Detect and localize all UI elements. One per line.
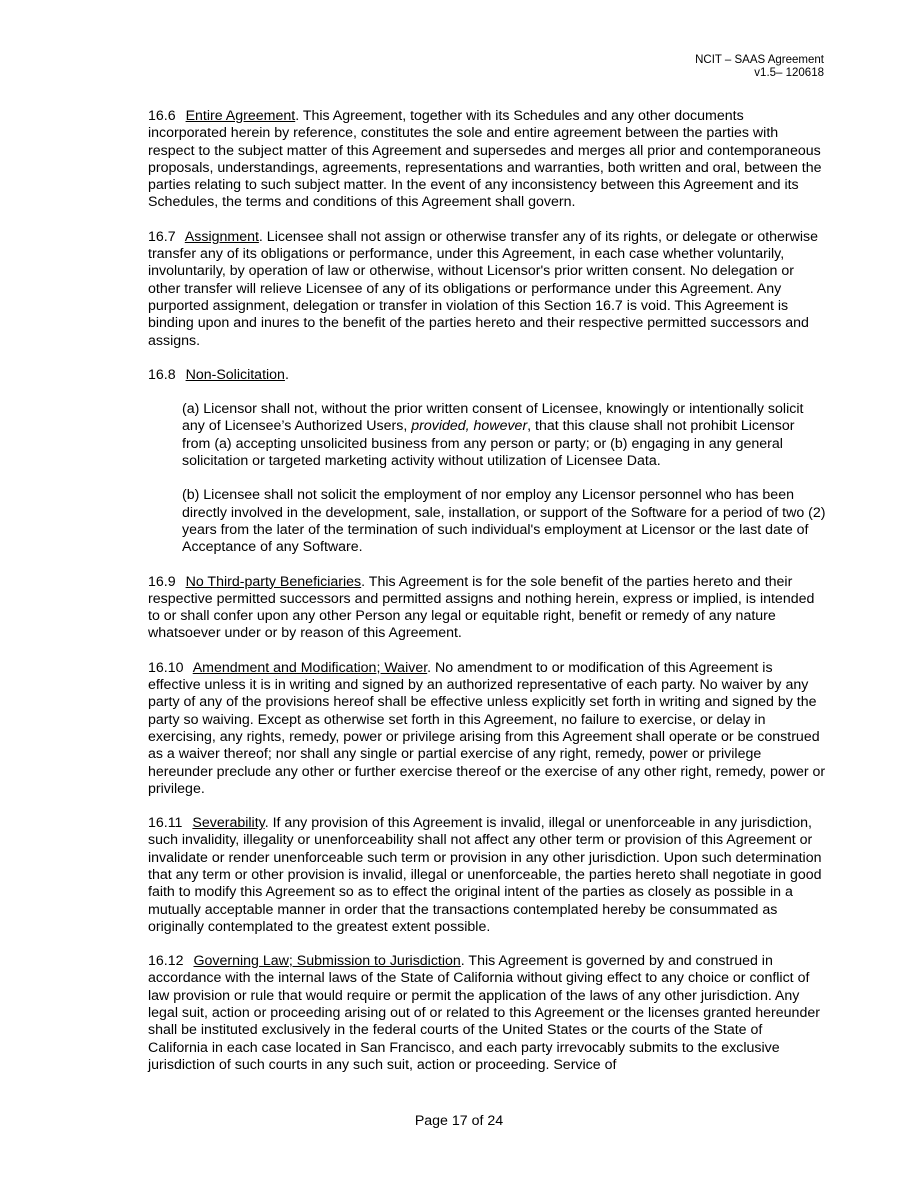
clause-a-text: (a) Licensor shall not, without the prior written consent of Licensee, knowingly or intentionally solicit any of Licensee’s Authorized Users, — [182, 401, 804, 435]
section-title: Assignment — [184, 228, 259, 245]
section-text: . — [284, 366, 289, 383]
section-text: . No amendment to or modification of this Agreement is effective unless it is in writing and signed by an authorized representative of each party. No waiver by any party of any of the provisions hereof shall be effective unless explicitly set forth in writing and signed by the party so waiving. Except as otherwise set forth in this Agreement, no failure to exercise, or delay in exercising, any rights, remedy, power or privilege arising from this Agreement shall operate or be construed as a waiver thereof; nor shall any single or partial exercise of any right, remedy, power or privilege hereunder preclude any other or further exercise thereof or the exercise of any other right, remedy, power or privilege. — [148, 659, 826, 797]
header-title: NCIT – SAAS Agreement — [695, 54, 824, 66]
section-title: Non-Solicitation — [185, 366, 285, 383]
section-text: . This Agreement, together with its Schedules and any other documents incorporated herein by reference, constitutes the sole and entire agreement between the parties with respect to the subject matter of this Agreement and supersedes and merges all prior and contemporaneous proposals, understandings, agreements, representations and warranties, both written and oral, between the parties relating to such subject matter. In the event of any inconsistency between this Agreement and its Schedules, the terms and conditions of this Agreement shall govern. — [148, 108, 822, 211]
section-title: Entire Agreement — [185, 108, 296, 124]
section-16-9 — [148, 574, 826, 643]
header-version: v1.5– 120618 — [754, 67, 824, 79]
clause-a-text-continued: , that this clause shall not prohibit Licensor from (a) accepting unsolicited business from any person or party; or (b) engaging in any general solicitation or targeted marketing activity without utilization of Licensee Data. — [182, 418, 795, 470]
section-number: 16.12 — [148, 953, 184, 970]
section-16-8 — [148, 367, 826, 384]
section-16-11 — [148, 815, 826, 936]
section-number: 16.8 — [148, 366, 176, 383]
section-number: 16.9 — [148, 573, 176, 590]
section-text: . This Agreement is governed by and construed in accordance with the internal laws of the State of California without giving effect to any choice or conflict of law provision or rule that would require or permit the application of the laws of any other jurisdiction. Any legal suit, action or proceeding arising out of or related to this Agreement or the licenses granted hereunder shall be instituted exclusively in the federal courts of the United States or the courts of the State of California in each case located in San Francisco, and each party irrevocably submits to the exclusive jurisdiction of such courts in any such suit, action or proceeding. Service of — [148, 953, 820, 1073]
section-number: 16.11 — [148, 815, 183, 832]
section-16-12 — [148, 953, 826, 1074]
page-number: Page 17 of 24 — [414, 1113, 504, 1129]
section-16-8-a — [182, 401, 826, 470]
document-header — [695, 54, 824, 80]
section-16-8-b — [182, 487, 826, 556]
section-number: 16.6 — [148, 108, 176, 124]
section-16-6 — [148, 108, 826, 212]
section-number: 16.10 — [148, 659, 184, 676]
section-title: Governing Law; Submission to Jurisdiction — [193, 953, 461, 970]
section-16-10 — [148, 660, 826, 798]
section-16-7 — [148, 229, 826, 350]
section-text: . This Agreement is for the sole benefit of the parties hereto and their respective permitted successors and permitted assigns and nothing herein, express or implied, is intended to or shall confer upon any other Person any legal or equitable right, benefit or remedy of any nature whatsoever under or by reason of this Agreement. — [148, 573, 815, 642]
document-body — [148, 108, 826, 1091]
clause-a-italic: provided, however — [411, 418, 528, 435]
section-number: 16.7 — [148, 228, 176, 245]
section-text: . If any provision of this Agreement is invalid, illegal or unenforceable in any jurisdiction, such invalidity, illegality or unenforceability shall not affect any other term or provision of this Agreement or invalidate or render unenforceable such term or provision in any other jurisdiction. Upon such determination that any term or other provision is invalid, illegal or unenforceable, the parties hereto shall negotiate in good faith to modify this Agreement so as to effect the original intent of the parties as closely as possible in a mutually acceptable manner in order that the transactions contemplated hereby be consummated as originally contemplated to the greatest extent possible. — [148, 815, 822, 935]
section-title: Amendment and Modification; Waiver — [192, 659, 428, 676]
section-title: No Third-party Beneficiaries — [185, 573, 362, 590]
section-title: Severability — [192, 815, 265, 832]
section-text: . Licensee shall not assign or otherwise transfer any of its rights, or delegate or otherwise transfer any of its obligations or performance, under this Agreement, in each case whether voluntarily, involuntarily, by operation of law or otherwise, without Licensor's prior written consent. No delegation or other transfer will relieve Licensee of any of its obligations or performance under this Agreement. Any purported assignment, delegation or transfer in violation of this Section 16.7 is void. This Agreement is binding upon and inures to the benefit of the parties hereto and their respective permitted successors and assigns. — [148, 228, 819, 349]
clause-b-text: (b) Licensee shall not solicit the employment of nor employ any Licensor personnel who has been directly involved in the development, sale, installation, or support of the Software for a period of two (2) years from the later of the termination of such individual's employment at Licensor or the last date of Acceptance of any Software. — [182, 487, 826, 556]
